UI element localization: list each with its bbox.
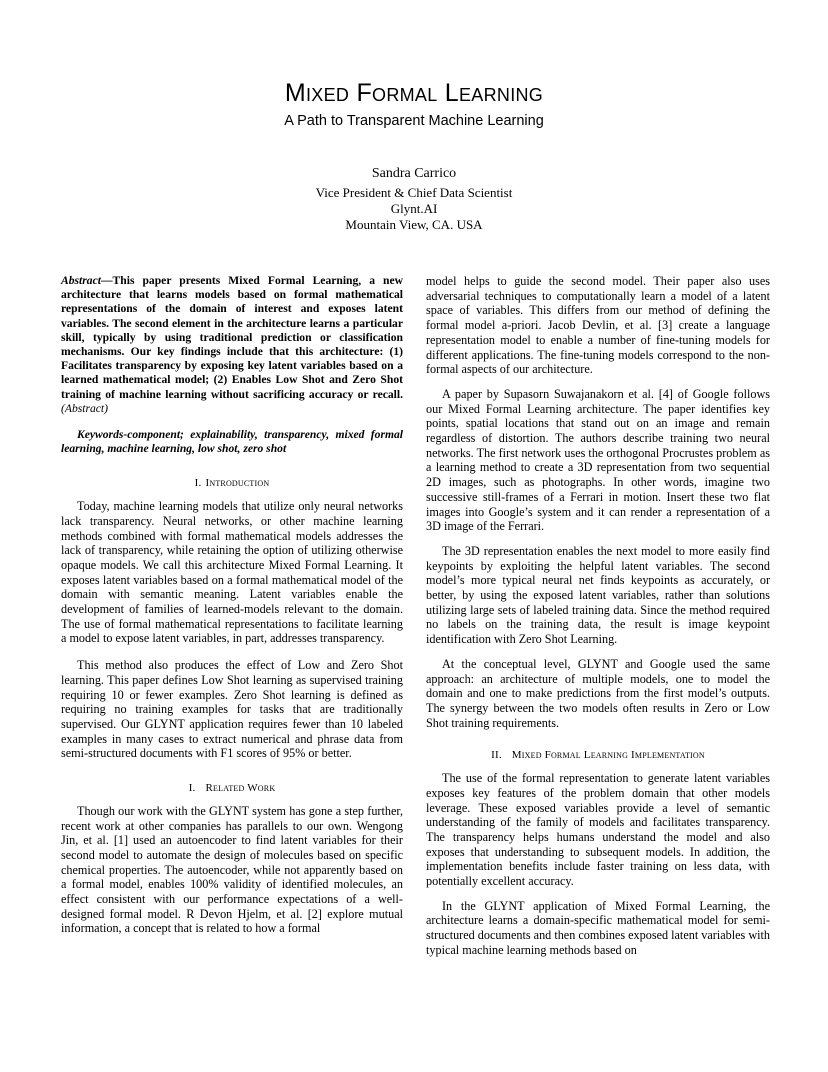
paragraph: Today, machine learning models that utilize only neural networks lack transparency. Neural networks, or other machine learning methods combined with formal mathematical models addresses the lack of transparency, while retaining the option of utilizing otherwise opaque models. We call this architecture Mixed Formal Learning. It exposes latent variables based on a formal mathematical model of the domain with semantic meaning. Latent variables enable the development of families of learned-models relevant to the domain. The use of formal mathematical representations to facilitate learning a model to expose latent variables, in part, addresses transparency.: [61, 499, 403, 646]
author-location: Mountain View, CA. USA: [345, 217, 483, 232]
section-heading-related-work: [61, 781, 403, 796]
keywords: [61, 428, 403, 456]
abstract-tag: (Abstract): [61, 401, 109, 415]
keywords-label: Keywords-component;: [77, 428, 184, 442]
paper-subtitle: A Path to Transparent Machine Learning: [284, 113, 544, 129]
section-heading-implementation: [426, 748, 770, 763]
section-number: I.: [188, 782, 196, 795]
paper-title: Mixed Formal Learning: [284, 79, 544, 107]
left-column: [61, 274, 403, 944]
section-title: Introduction: [205, 477, 270, 490]
author-role: Vice President & Chief Data Scientist: [315, 185, 513, 200]
paragraph-continued: model helps to guide the second model. Their paper also uses adversarial techniques to computationally learn a model of a latent space of variables. This differs from our method of defining the formal model a-priori. Jacob Devlin, et al. [3] create a language representation model to enable a number of fine-tuning models for different applications. The fine-tuning models correspond to the non-formal aspects of our architecture.: [426, 274, 770, 377]
keywords-body: explainability, transparency, mixed formal learning, machine learning, low shot, zero shot: [61, 428, 403, 456]
author-name: Sandra Carrico: [371, 166, 457, 181]
section-number: II.: [491, 749, 502, 762]
abstract-body: This paper presents Mixed Formal Learning, a new architecture that learns models based on formal mathematical representations of the domain of interest and exposes latent variables. The second element in the architecture learns a particular skill, typically by using traditional prediction or classification mechanisms. Our key findings include that this architecture: (1) Facilitates transparency by exposing key latent variables based on a learned mathematical model; (2) Enables Low Shot and Zero Shot training of machine learning without sacrificing accuracy or recall.: [61, 274, 403, 401]
section-title: Related Work: [205, 782, 276, 795]
paragraph: This method also produces the effect of Low and Zero Shot learning. This paper defines Low Shot learning as supervised training requiring 10 or fewer examples. Zero Shot learning is defined as requiring no training examples for tasks that are traditionally supervised. Our GLYNT application requires fewer than 10 labeled examples in many cases to extract numerical and phrase data from semi-structured documents with F1 scores of 95% or better.: [61, 658, 403, 761]
author-org: Glynt.AI: [390, 201, 438, 216]
abstract: [61, 274, 403, 416]
title-block: [0, 78, 828, 130]
abstract-label: Abstract: [61, 274, 101, 287]
paragraph: Though our work with the GLYNT system has gone a step further, recent work at other companies has parallels to our own. Wengong Jin, et al. [1] used an autoencoder to find latent variables for their second model to automate the design of molecules based on specific chemical properties. The autoencoder, while not apparently based on a formal model, enables 100% validity of identified molecules, an effect consistent with our performance expectations of a well-designed formal model. R Devon Hjelm, et al. [2] explore mutual information, a concept that is related to how a formal: [61, 803, 403, 936]
paragraph: The 3D representation enables the next model to more easily find keypoints by exploiting the helpful latent variables. The second model’s more typical neural net finds keypoints as accurately, or better, by using the exposed latent variables, rather than solutions utilizing large sets of labeled training data. Since the method required no labels on the training data, the result is image keypoint identification with Zero Shot Learning.: [426, 543, 770, 647]
section-title: Mixed Formal Learning Implementation: [511, 749, 705, 762]
paragraph: At the conceptual level, GLYNT and Google used the same approach: an architecture of multiple models, one to model the domain and one to make predictions from the first model’s outputs. The synergy between the two models often results in Zero or Low Shot training requirements.: [426, 656, 770, 730]
paragraph: The use of the formal representation to generate latent variables exposes key features of the problem domain that other models leverage. These exposed variables provide a level of semantic understanding of the family of models and facilitates transparency. The transparency helps humans understand the model and also exposes that understanding to subsequent models. In addition, the implementation benefits include faster training on less data, with potentially excellent accuracy.: [426, 771, 770, 889]
section-heading-introduction: [61, 476, 403, 491]
section-number: I.: [194, 477, 202, 490]
author-block: [0, 166, 828, 233]
paragraph: In the GLYNT application of Mixed Formal Learning, the architecture learns a domain-specific mathematical model for semi-structured documents and then combines exposed latent variables with typical machine learning methods based on: [426, 898, 770, 957]
abstract-dash: —: [100, 274, 113, 287]
paragraph: A paper by Supasorn Suwajanakorn et al. [4] of Google follows our Mixed Formal Learning architecture. The paper identifies key points, spatial locations that stand out on an image and remain regardless of distortion. The authors describe training two neural networks. The first network uses the orthogonal Procrustes problem as a learning method to create a 3D representation from two sequential 2D images, such as photographs. In other words, imagine two successive still-frames of a Ferrari in motion. Insert these two flat images into Google’s system and it can render a representation of a 3D image of the Ferrari.: [426, 386, 770, 534]
right-column: [426, 274, 770, 966]
